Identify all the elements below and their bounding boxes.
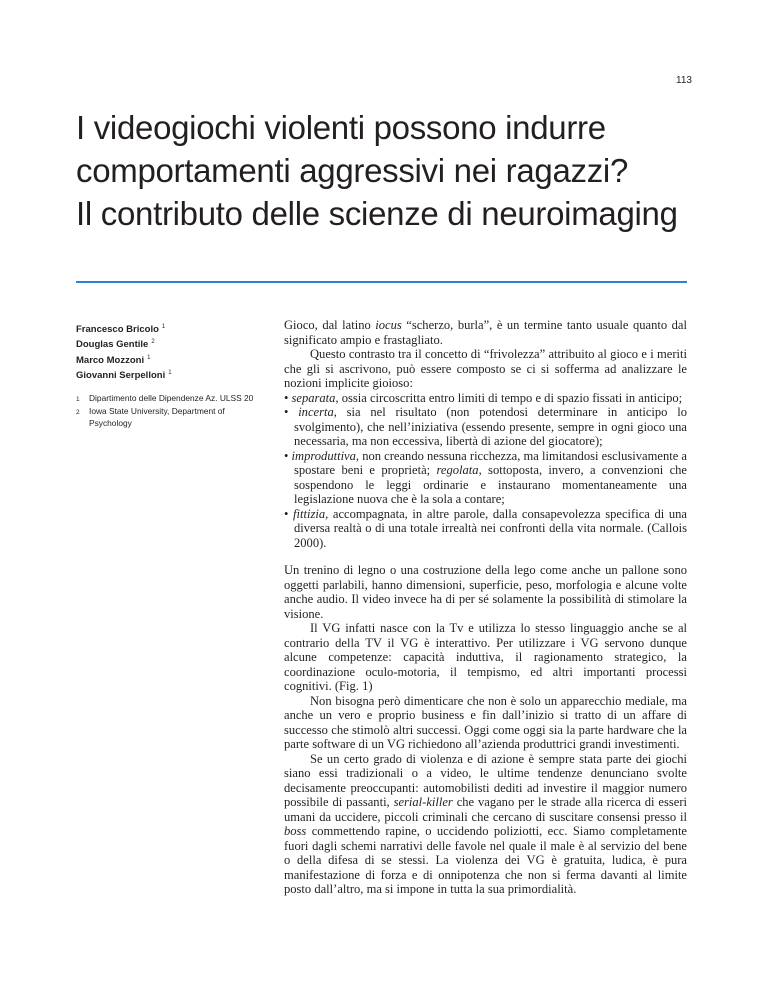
bullet-item: • incerta, sia nel risultato (non potendosi determinare in anticipo lo svolgimento), che nell’iniziativa (essendo presente, sempre in ogni gioco una necessaria, ma non eccessiva, libertà di azione del giocatore); (284, 405, 688, 448)
body-paragraph: Non bisogna però dimenticare che non è solo un apparecchio mediale, ma anche un vero e proprio business e fin dall’inizio si tratto di un affare di successo che stimolò altri successi. Oggi come oggi sia la parte hardware che la parte software di un VG richiedono all’azienda produttrici grandi investimenti. (284, 693, 687, 751)
author-name: Giovanni Serpelloni $^1$ (76, 370, 172, 382)
body-paragraph: Questo contrasto tra il concetto di “frivolezza” attribuito al gioco e i meriti che gli si ascrivono, può essere composto se ci si sofferma ad analizzare le nozioni implicite gioioso: (284, 347, 687, 390)
author-block (76, 321, 256, 430)
title-divider (76, 281, 687, 283)
title-line-1: I videogiochi violenti possono indurre (76, 109, 606, 146)
bullet-item: • improduttiva, non creando nessuna ricchezza, ma limitandosi esclusivamente a spostare beni e proprietà; regolata, sottoposta, invero, a convenzioni che sospendono le leggi ordinarie e instaurano momentaneamente una legislazione nuova che è la sola a contare; (284, 448, 687, 506)
body-paragraph: Il VG infatti nasce con la Tv e utilizza lo stesso linguaggio anche se al contrario della TV il VG è interattivo. Per utilizzare i VG servono dunque alcune competenze: capacità induttiva, il ragionamento strategico, la coordinazione oculo-motoria, il tempismo, ed altri importanti processi cognitivi. (Fig. 1) (284, 621, 687, 693)
title-line-2: comportamenti aggressivi nei ragazzi? (76, 152, 628, 189)
body-paragraph: Un trenino di legno o una costruzione della lego come anche un pallone sono oggetti parlabili, hanno dimensioni, superficie, peso, morfologia e alcune volte anche audio. Il video invece ha di per sé solamente la possibilità di stimolare la visione. (284, 563, 687, 621)
page-number: 113 (676, 75, 692, 86)
body-paragraph: Gioco, dal latino iocus “scherzo, burla”, è un termine tanto usuale quanto dal significato ampio e frastagliato. (284, 318, 687, 347)
title-line-3: Il contributo delle scienze di neuroimaging (76, 195, 678, 232)
article-title (76, 106, 716, 235)
author-name: Douglas Gentile $^2$ (76, 339, 155, 351)
affiliations (76, 393, 256, 429)
bullet-list (284, 391, 687, 551)
author-name: Francesco Bricolo $^1$ (76, 324, 166, 336)
affiliation: 1 Dipartimento delle Dipendenze Az. ULSS 20 (76, 393, 254, 404)
bullet-item: • fittizia, accompagnata, in altre parole, dalla consapevolezza specifica di una diversa realtà o di una totale irrealtà nei confronti della vita normale. (Callois 2000). (284, 506, 688, 550)
bullet-item: • separata, ossia circoscritta entro limiti di tempo e di spazio fissati in anticipo; (284, 390, 683, 405)
article-body (284, 318, 687, 897)
affiliation: 2 Iowa State University, Department of Psychology (76, 406, 225, 429)
author-name: Marco Mozzoni $^1$ (76, 354, 151, 366)
body-paragraph: Se un certo grado di violenza e di azione è sempre stata parte dei giochi siano essi tradizionali o a video, le ultime tendenze denunciano svolte decisamente preoccupanti: automobilisti dediti ad investire il maggior numero possibile di passanti, serial-killer che vagano per le strade alla ricerca di esseri umani da uccidere, piccoli criminali che cercano di suscitare consensi presso il boss commettendo rapine, o uccidendo poliziotti, ecc. Siamo completamente fuori dagli schemi narrativi delle favole nel quale il male è al servizio del bene o della difesa di se stessi. La violenza dei VG è gratuita, ludica, è pura manifestazione di forza e di onnipotenza che non si ferma davanti al limite posto dall’altro, ma si impone in tutta la sua primordialità. (284, 751, 687, 896)
